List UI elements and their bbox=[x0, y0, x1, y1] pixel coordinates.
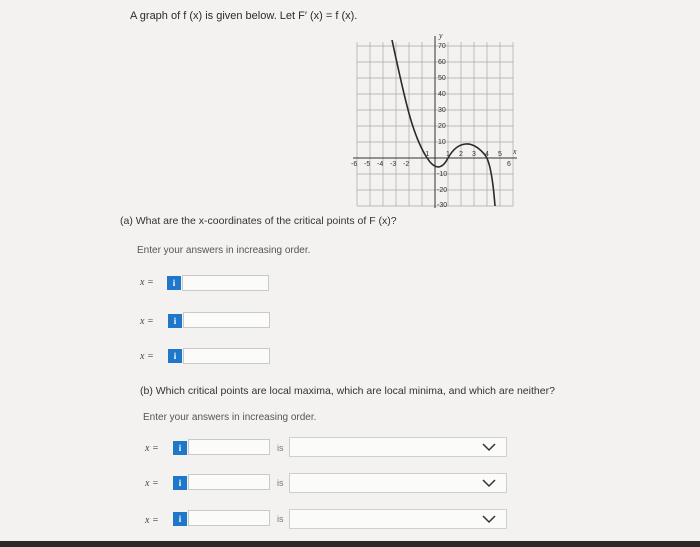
bottom-edge bbox=[0, 541, 700, 547]
info-icon[interactable]: i bbox=[173, 512, 187, 526]
function-graph bbox=[345, 30, 520, 210]
x-tick-6: 6 bbox=[507, 161, 511, 168]
y-tick-50: 50 bbox=[438, 75, 446, 82]
part-a-row2-label: x = bbox=[140, 316, 154, 327]
part-b-row3-label: x = bbox=[145, 515, 159, 526]
y-axis-label: y bbox=[439, 31, 443, 40]
is-label: is bbox=[277, 478, 284, 488]
y-tick-10: 10 bbox=[438, 139, 446, 146]
info-icon[interactable]: i bbox=[167, 276, 181, 290]
x-tick-neg2: -2 bbox=[403, 161, 410, 168]
y-tick-60: 60 bbox=[438, 59, 446, 66]
part-a-question: (a) What are the x-coordinates of the critical points of F (x)? bbox=[120, 215, 397, 227]
classification-select-3[interactable] bbox=[289, 509, 507, 529]
x-tick-neg5: -5 bbox=[364, 161, 371, 168]
x-tick-1: 1 bbox=[446, 151, 450, 158]
y-tick-20: 20 bbox=[438, 123, 446, 130]
part-a-row1-label: x = bbox=[140, 277, 154, 288]
part-b-x-answer-3[interactable] bbox=[188, 510, 270, 526]
y-tick-40: 40 bbox=[438, 91, 446, 98]
part-b-hint: Enter your answers in increasing order. bbox=[143, 412, 317, 423]
info-icon[interactable]: i bbox=[173, 441, 187, 455]
x-tick-neg1: -1 bbox=[423, 151, 430, 158]
x-tick-2: 2 bbox=[459, 151, 463, 158]
x-tick-5: 5 bbox=[498, 151, 502, 158]
part-a-answer-1[interactable] bbox=[182, 275, 269, 291]
part-a-answer-2[interactable] bbox=[183, 312, 270, 328]
x-tick-3: 3 bbox=[472, 151, 476, 158]
y-tick-neg10: -10 bbox=[437, 171, 448, 178]
classification-select-2[interactable] bbox=[289, 473, 507, 493]
x-tick-4: 4 bbox=[485, 151, 489, 158]
y-tick-neg30: -30 bbox=[437, 202, 448, 209]
problem-intro: A graph of f (x) is given below. Let F′ (x) = f (x). bbox=[130, 10, 358, 22]
chevron-down-icon bbox=[482, 442, 496, 452]
y-tick-neg20: -20 bbox=[437, 187, 448, 194]
part-b-row2-label: x = bbox=[145, 478, 159, 489]
part-a-answer-3[interactable] bbox=[183, 348, 270, 364]
part-b-row1-label: x = bbox=[145, 443, 159, 454]
classification-select-1[interactable] bbox=[289, 437, 507, 457]
part-b-question: (b) Which critical points are local maxima, which are local minima, and which are neither? bbox=[140, 385, 555, 397]
chevron-down-icon bbox=[482, 514, 496, 524]
x-tick-neg3: -3 bbox=[390, 161, 397, 168]
chevron-down-icon bbox=[482, 478, 496, 488]
info-icon[interactable]: i bbox=[168, 349, 182, 363]
x-tick-neg6: -6 bbox=[351, 161, 358, 168]
is-label: is bbox=[277, 514, 284, 524]
part-a-hint: Enter your answers in increasing order. bbox=[137, 245, 311, 256]
x-tick-neg4: -4 bbox=[377, 161, 384, 168]
y-tick-30: 30 bbox=[438, 107, 446, 114]
part-b-x-answer-1[interactable] bbox=[188, 439, 270, 455]
info-icon[interactable]: i bbox=[168, 314, 182, 328]
y-tick-labels bbox=[437, 43, 447, 209]
y-tick-70: 70 bbox=[438, 43, 446, 50]
is-label: is bbox=[277, 443, 284, 453]
info-icon[interactable]: i bbox=[173, 476, 187, 490]
x-axis-label: x bbox=[513, 147, 517, 156]
part-b-x-answer-2[interactable] bbox=[188, 474, 270, 490]
part-a-row3-label: x = bbox=[140, 351, 154, 362]
